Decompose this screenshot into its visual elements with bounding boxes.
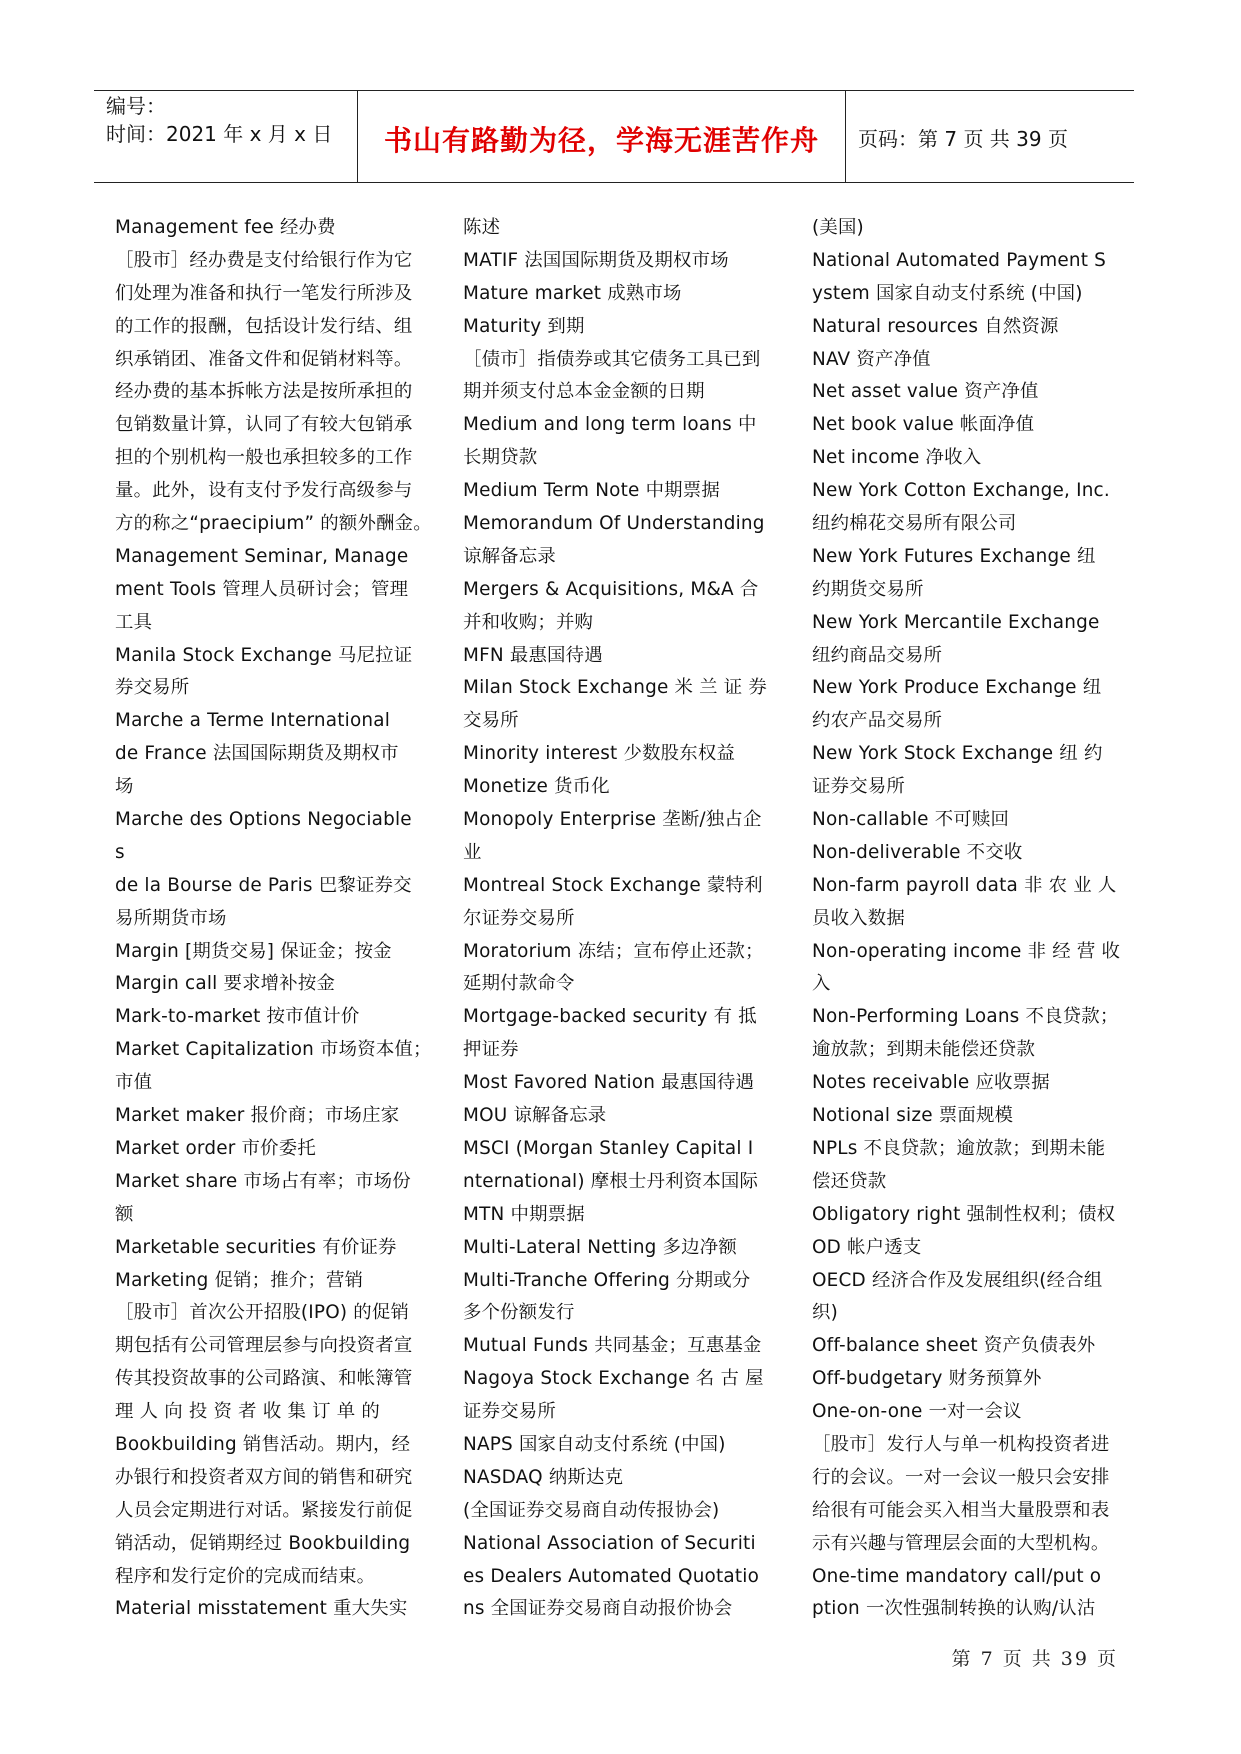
glossary-line: Off-balance sheet 资产负债表外	[812, 1335, 1096, 1357]
glossary-line: 市值	[115, 1072, 153, 1094]
glossary-line: 约期货交易所	[812, 578, 924, 600]
glossary-line: 量。此外，设有支付予发行高级参与	[115, 480, 413, 502]
glossary-line: 尔证券交易所	[463, 907, 575, 929]
glossary-line: Mortgage-backed security 有 抵	[463, 1006, 757, 1028]
glossary-line: 纽约棉花交易所有限公司	[812, 513, 1017, 535]
glossary-line: Management fee 经办费	[115, 217, 336, 238]
number-label: 编号：	[106, 94, 166, 118]
glossary-line: MTN 中期票据	[463, 1203, 585, 1225]
glossary-line: ［股市］首次公开招股(IPO) 的促销	[115, 1302, 410, 1324]
glossary-line: Minority interest 少数股东权益	[463, 743, 736, 765]
glossary-line: 逾放款；到期未能偿还贷款	[812, 1039, 1036, 1061]
time-label: 时间：2021 年 x 月 x 日	[106, 122, 333, 146]
glossary-line: de la Bourse de Paris 巴黎证券交	[115, 874, 412, 896]
glossary-line: Mature market 成熟市场	[463, 282, 682, 304]
glossary-line: Marketable securities 有价证券	[115, 1236, 397, 1258]
glossary-line: 给很有可能会买入相当大量股票和表	[812, 1499, 1110, 1521]
glossary-line: 示有兴趣与管理层会面的大型机构。	[812, 1532, 1110, 1554]
glossary-line: 包销数量计算，认同了有较大包销承	[115, 414, 413, 436]
glossary-line: 办银行和投资者双方间的销售和研究	[115, 1466, 413, 1488]
glossary-line: New York Produce Exchange 纽	[812, 677, 1102, 699]
glossary-line: 销活动，促销期经过 Bookbuilding	[115, 1532, 411, 1554]
glossary-line: Notional size 票面规模	[812, 1105, 1014, 1127]
header-right-cell	[846, 91, 1134, 182]
glossary-line: 证券交易所	[812, 776, 905, 798]
glossary-line: 的工作的报酬，包括设计发行结、组	[115, 315, 413, 337]
glossary-line: 券交易所	[115, 677, 190, 699]
glossary-line: ment Tools 管理人员研讨会；管理	[115, 578, 409, 600]
glossary-line: Bookbuilding 销售活动。期内，经	[115, 1433, 411, 1455]
glossary-line: New York Stock Exchange 纽 约	[812, 743, 1103, 765]
glossary-line: Market maker 报价商；市场庄家	[115, 1105, 400, 1127]
column-2	[463, 212, 778, 1626]
glossary-line: 行的会议。一对一会议一般只会安排	[812, 1466, 1110, 1488]
glossary-line: ［股市］发行人与单一机构投资者进	[812, 1433, 1110, 1455]
glossary-line: New York Mercantile Exchange	[812, 611, 1100, 633]
glossary-line: 易所期货市场	[115, 907, 227, 929]
glossary-line: 纽约商品交易所	[812, 644, 943, 666]
glossary-line: Manila Stock Exchange 马尼拉证	[115, 644, 413, 666]
glossary-line: 交易所	[463, 710, 519, 732]
glossary-line: 程序和发行定价的完成而结束。	[115, 1565, 376, 1587]
page-footer: 第 7 页 共 39 页	[951, 1648, 1118, 1670]
glossary-line: Marketing 促销；推介；营销	[115, 1269, 364, 1291]
glossary-line: Notes receivable 应收票据	[812, 1072, 1050, 1094]
glossary-line: Monetize 货币化	[463, 776, 610, 798]
column-3	[812, 212, 1127, 1626]
glossary-line: Monopoly Enterprise 垄断/独占企	[463, 809, 762, 831]
glossary-line: MOU 谅解备忘录	[463, 1105, 607, 1127]
glossary-line: Net asset value 资产净值	[812, 381, 1039, 403]
glossary-line: ns 全国证券交易商自动报价协会	[463, 1598, 733, 1620]
glossary-line: New York Futures Exchange 纽	[812, 545, 1096, 567]
glossary-line: 工具	[115, 611, 153, 633]
glossary-line: 人员会定期进行对话。紧接发行前促	[115, 1499, 413, 1521]
glossary-line: Margin [期货交易] 保证金；按金	[115, 940, 392, 962]
glossary-line: Material misstatement 重大失实	[115, 1598, 408, 1620]
glossary-line: 额	[115, 1203, 134, 1225]
header-table	[94, 90, 1134, 183]
glossary-line: 入	[812, 973, 831, 995]
glossary-line: Net income 净收入	[812, 447, 982, 469]
glossary-line: Non-deliverable 不交收	[812, 841, 1023, 863]
header-left-cell	[94, 91, 358, 182]
glossary-line: Non-farm payroll data 非 农 业 人	[812, 874, 1117, 896]
glossary-line: 传其投资故事的公司路演、和帐簿管	[115, 1368, 413, 1390]
glossary-line: 们处理为准备和执行一笔发行所涉及	[115, 282, 413, 304]
glossary-line: 员收入数据	[812, 907, 905, 929]
glossary-line: Marche a Terme International	[115, 710, 391, 732]
glossary-line: Margin call 要求增补按金	[115, 973, 336, 995]
glossary-line: 织)	[812, 1302, 838, 1324]
glossary-line: Memorandum Of Understanding	[463, 513, 765, 535]
glossary-line: Natural resources 自然资源	[812, 315, 1059, 337]
glossary-line: 证券交易所	[463, 1401, 556, 1423]
glossary-line: Multi-Lateral Netting 多边净额	[463, 1236, 737, 1258]
glossary-line: 长期贷款	[463, 447, 538, 469]
glossary-line: Off-budgetary 财务预算外	[812, 1368, 1042, 1390]
glossary-line: Moratorium 冻结；宣布停止还款；	[463, 940, 764, 962]
glossary-line: Mutual Funds 共同基金；互惠基金	[463, 1335, 762, 1357]
glossary-line: 多个份额发行	[463, 1302, 575, 1324]
glossary-line: 理 人 向 投 资 者 收 集 订 单 的	[115, 1401, 380, 1423]
glossary-line: Mergers & Acquisitions, M&A 合	[463, 578, 759, 600]
glossary-line: ption 一次性强制转换的认购/认沽	[812, 1598, 1096, 1620]
glossary-line: NAPS 国家自动支付系统 (中国)	[463, 1433, 726, 1455]
glossary-line: 场	[115, 776, 134, 798]
glossary-line: 担的个别机构一般也承担较多的工作	[115, 447, 413, 469]
glossary-line: 经办费的基本拆帐方法是按所承担的	[115, 381, 413, 403]
glossary-line: Non-Performing Loans 不良贷款；	[812, 1006, 1119, 1028]
glossary-line: 业	[463, 841, 482, 863]
glossary-line: Montreal Stock Exchange 蒙特利	[463, 874, 763, 896]
glossary-line: 押证券	[463, 1039, 519, 1061]
glossary-line: 期包括有公司管理层参与向投资者宣	[115, 1335, 413, 1357]
glossary-line: Non-operating income 非 经 营 收	[812, 940, 1121, 962]
glossary-line: National Association of Securiti	[463, 1532, 756, 1554]
glossary-line: de France 法国国际期货及期权市	[115, 743, 399, 765]
glossary-line: 期并须支付总本金金额的日期	[463, 381, 705, 403]
glossary-line: nternational) 摩根士丹利资本国际	[463, 1170, 759, 1192]
glossary-line: NPLs 不良贷款；逾放款；到期未能	[812, 1137, 1106, 1159]
glossary-line: Multi-Tranche Offering 分期或分	[463, 1269, 751, 1291]
glossary-line: 陈述	[463, 217, 501, 238]
glossary-line: 方的称之“praecipium” 的额外酬金。	[115, 513, 432, 535]
glossary-line: ystem 国家自动支付系统 (中国)	[812, 282, 1083, 304]
column-1	[115, 212, 430, 1626]
glossary-line: NASDAQ 纳斯达克	[463, 1466, 624, 1488]
glossary-line: Market share 市场占有率；市场份	[115, 1170, 411, 1192]
glossary-line: Mark-to-market 按市值计价	[115, 1006, 360, 1028]
glossary-line: Medium Term Note 中期票据	[463, 480, 720, 502]
glossary-line: es Dealers Automated Quotatio	[463, 1565, 760, 1587]
glossary-line: OD 帐户透支	[812, 1236, 922, 1258]
glossary-line: MSCI (Morgan Stanley Capital I	[463, 1137, 754, 1159]
page-info: 页码：第 7 页 共 39 页	[858, 127, 1068, 151]
glossary-line: Maturity 到期	[463, 315, 585, 337]
glossary-line: Marche des Options Negociable	[115, 809, 412, 831]
glossary-line: One-on-one 一对一会议	[812, 1401, 1022, 1423]
glossary-line: 织承销团、准备文件和促销材料等。	[115, 348, 413, 370]
glossary-line: ［债市］指债券或其它债务工具已到	[463, 348, 761, 370]
glossary-line: Non-callable 不可赎回	[812, 809, 1010, 831]
glossary-line: Obligatory right 强制性权利；债权	[812, 1203, 1116, 1225]
glossary-line: Market Capitalization 市场资本值；	[115, 1039, 432, 1061]
glossary-line: 偿还贷款	[812, 1170, 887, 1192]
glossary-line: Most Favored Nation 最惠国待遇	[463, 1072, 755, 1094]
glossary-line: 约农产品交易所	[812, 710, 943, 732]
glossary-line: Medium and long term loans 中	[463, 414, 757, 436]
header-middle-cell	[358, 91, 846, 182]
glossary-line: Nagoya Stock Exchange 名 古 屋	[463, 1368, 764, 1390]
glossary-line: Net book value 帐面净值	[812, 414, 1035, 436]
glossary-line: Market order 市价委托	[115, 1137, 316, 1159]
glossary-line: Management Seminar, Manage	[115, 545, 409, 567]
glossary-line: 并和收购；并购	[463, 611, 594, 633]
glossary-line: ［股市］经办费是支付给银行作为它	[115, 249, 413, 271]
glossary-line: 延期付款命令	[463, 973, 575, 995]
glossary-line: s	[115, 841, 125, 863]
glossary-line: Milan Stock Exchange 米 兰 证 券	[463, 677, 768, 699]
glossary-line: OECD 经济合作及发展组织(经合组	[812, 1269, 1103, 1291]
motto: 书山有路勤为径，学海无涯苦作舟	[383, 124, 819, 157]
glossary-line: (全国证券交易商自动传报协会)	[463, 1499, 720, 1521]
glossary-line: 谅解备忘录	[463, 545, 556, 567]
glossary-line: New York Cotton Exchange, Inc.	[812, 480, 1110, 502]
glossary-line: MATIF 法国国际期货及期权市场	[463, 249, 729, 271]
glossary-line: NAV 资产净值	[812, 348, 931, 370]
glossary-line: National Automated Payment S	[812, 249, 1107, 271]
glossary-line: MFN 最惠国待遇	[463, 644, 603, 666]
glossary-line: One-time mandatory call/put o	[812, 1565, 1102, 1587]
glossary-line: (美国)	[812, 217, 864, 238]
